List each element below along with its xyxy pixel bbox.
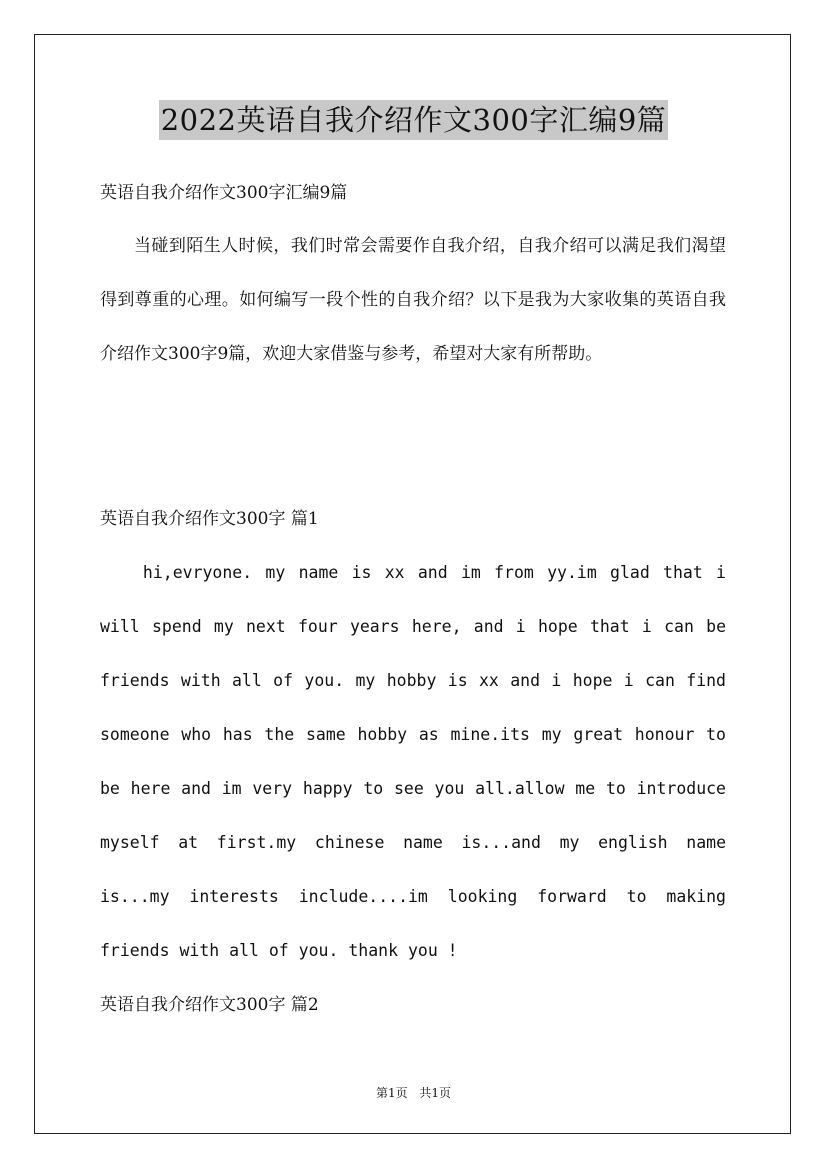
document-subtitle: 英语自我介绍作文300字汇编9篇: [100, 183, 348, 203]
section-heading-1: 英语自我介绍作文300字 篇1: [100, 509, 319, 529]
title-container: [0, 100, 827, 140]
page-number: 第1页: [375, 1086, 408, 1100]
intro-paragraph: 当碰到陌生人时候，我们时常会需要作自我介绍，自我介绍可以满足我们渴望得到尊重的心理。如何编写一段个性的自我介绍？以下是我为大家收集的英语自我介绍作文300字9篇，欢迎大家借鉴与参考，希望对大家有所帮助。: [100, 236, 726, 364]
document-title: 2022英语自我介绍作文300字汇编9篇: [159, 100, 669, 140]
page-total: 共1页: [419, 1086, 452, 1100]
section-heading-2: 英语自我介绍作文300字 篇2: [100, 995, 319, 1015]
section-body-1: hi,evryone. my name is xx and im from yy.im glad that i will spend my next four years here, and i hope that i can be friends with all of you. my hobby is xx and i hope i can find someone who has the same hobby as mine.its my great honour to be here and im very happy to see you all.allow me to introduce myself at first.my chinese name is...and my english name is...my interests include....im looking forward to making friends with all of you. thank you !: [100, 563, 726, 960]
page-footer: [0, 1084, 827, 1101]
